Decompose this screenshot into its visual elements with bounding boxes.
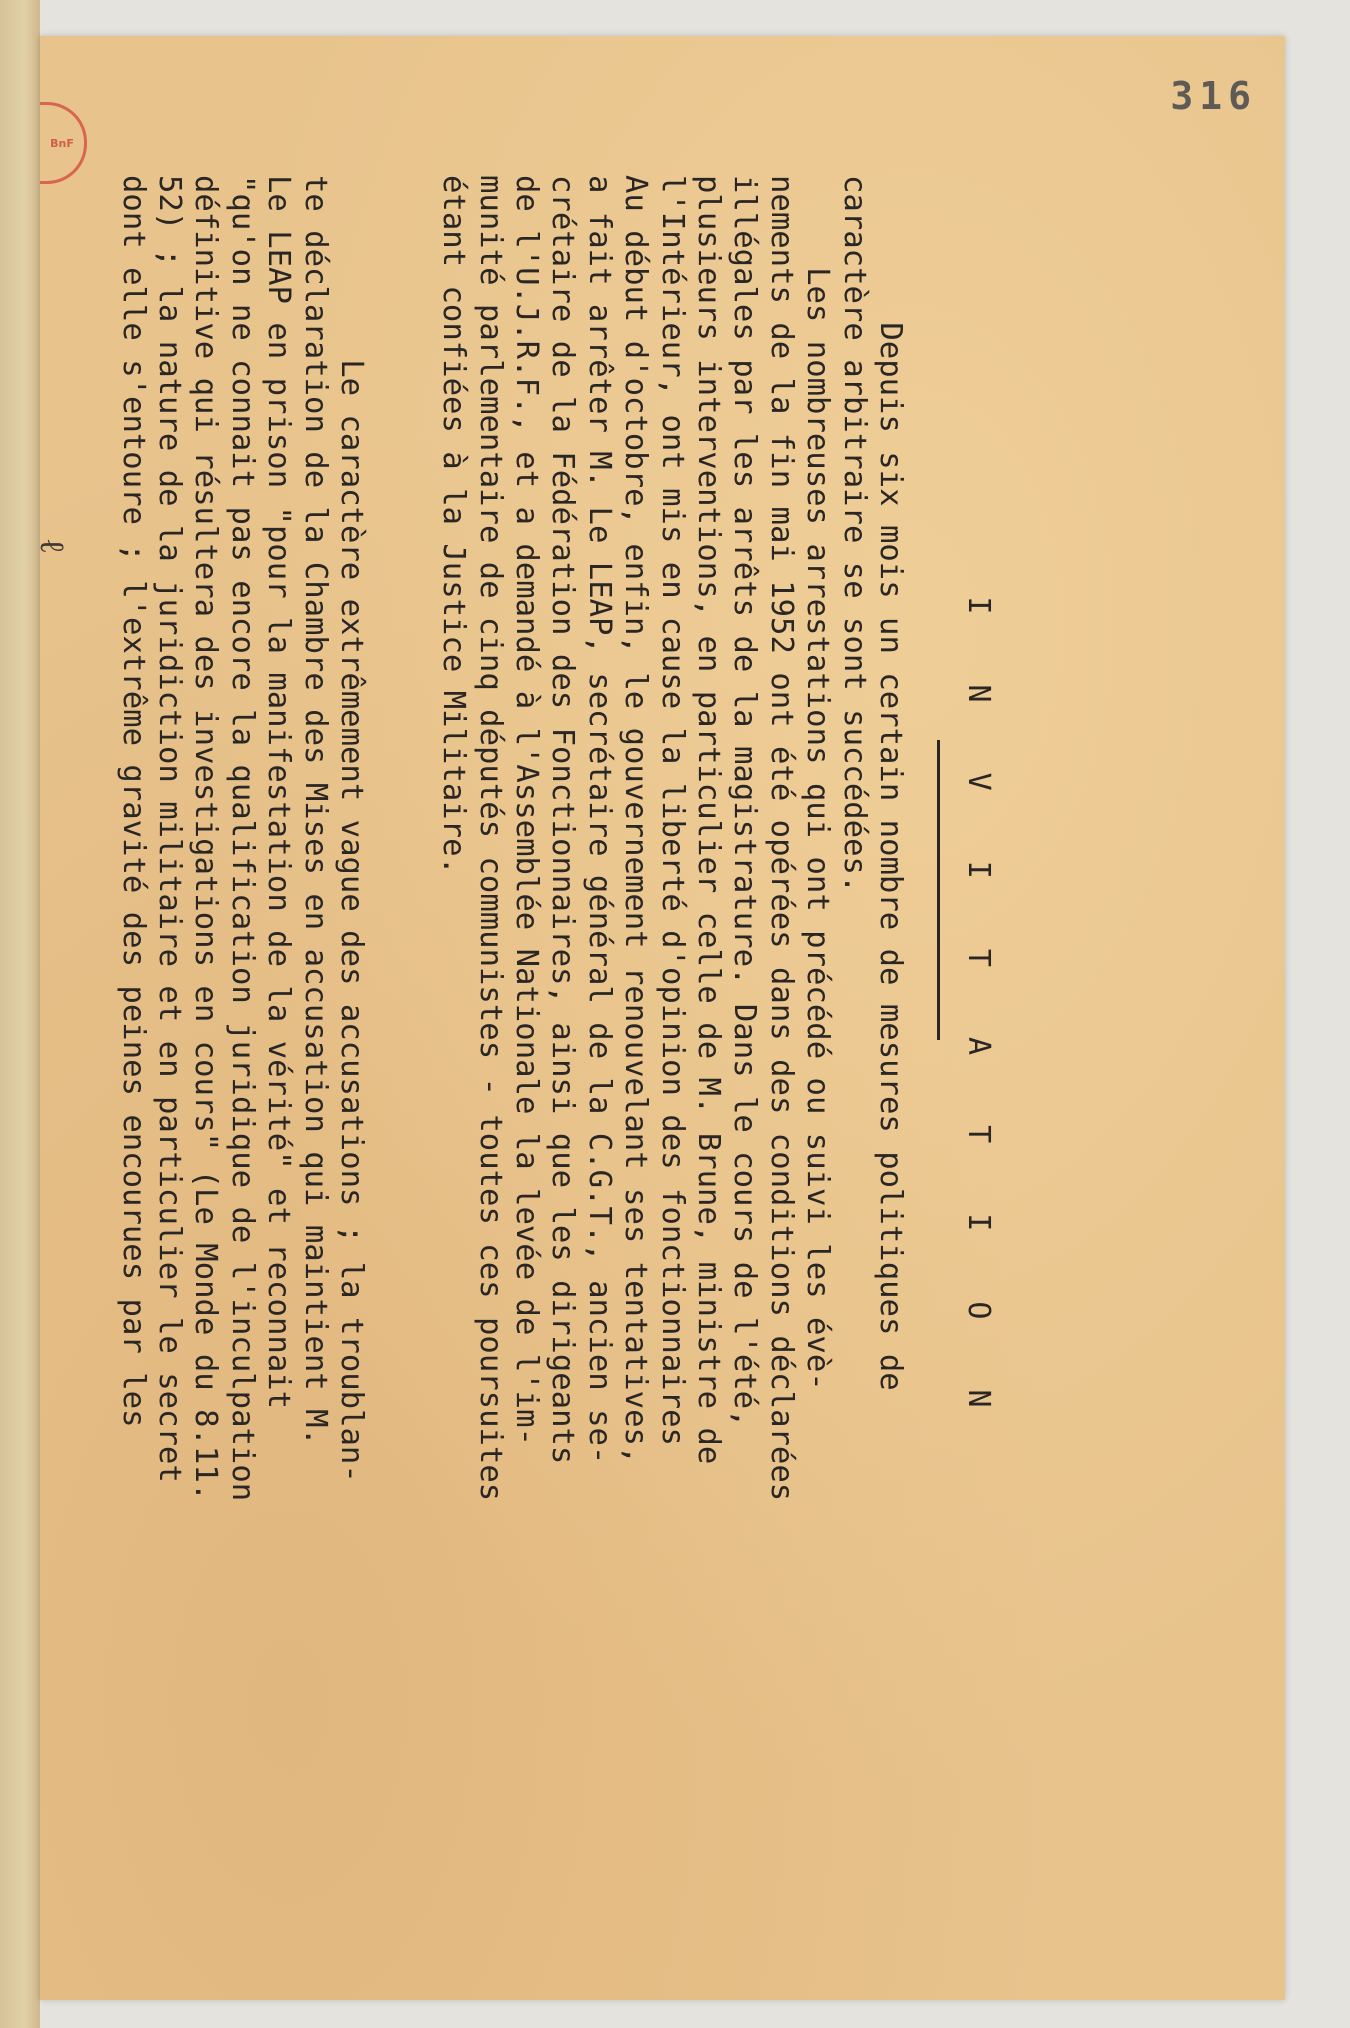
text-line: définitive qui résultera des investigations en cours" (Le Monde du 8.11. (188, 175, 224, 1502)
text-line: caractère arbitraire se sont succédées. (836, 175, 872, 894)
rotated-text-block (20, 175, 1000, 1855)
text-line: a fait arrêter M. Le LEAP, secrétaire général de la C.G.T., ancien se- (581, 175, 617, 1465)
text-line: Au début d'octobre, enfin, le gouvernement renouvelant ses tentatives, (618, 175, 654, 1465)
text-line: 52) ; la nature de la juridiction militaire et en particulier le secret (151, 175, 187, 1483)
text-line: Le caractère extrêmement vague des accusations ; la troublan- (333, 175, 369, 1483)
library-stamp: BnF (40, 102, 87, 184)
pencil-mark: ℓ (32, 537, 73, 555)
text-line: Les nombreuses arrestations qui ont précédé ou suivi les évè- (800, 175, 836, 1391)
text-line: plusieurs interventions, en particulier celle de M. Brune, ministre de (691, 175, 727, 1465)
text-line: l'Intérieur, ont mis en cause la liberté d'opinion des fonctionnaires (654, 175, 690, 1446)
text-line: étant confiées à la Justice Militaire. (436, 175, 472, 875)
paragraph-2 (114, 175, 369, 1855)
text-line: nements de la fin mai 1952 ont été opérées dans des conditions déclarées (763, 175, 799, 1502)
paragraph-gap (369, 175, 435, 1855)
text-line: crétaire de la Fédération des Fonctionnaires, ainsi que les dirigeants (545, 175, 581, 1465)
paragraph-1 (435, 175, 908, 1855)
text-line: Le LEAP en prison "pour la manifestation de la vérité" et reconnait (261, 175, 297, 1410)
text-line: Depuis six mois un certain nombre de mesures politiques de (873, 175, 908, 1391)
text-line: "qu'on ne connait pas encore la qualification juridique de l'inculpation (224, 175, 260, 1502)
body-text (114, 175, 908, 1855)
text-line: te déclaration de la Chambre des Mises en accusation qui maintient M. (297, 175, 333, 1446)
text-line: illégales par les arrêts de la magistrature. Dans le cours de l'été, (727, 175, 763, 1428)
title-underline (937, 740, 940, 1040)
text-line: de l'U.J.R.F., et a demandé à l'Assemblée Nationale la levée de l'im- (509, 175, 545, 1446)
document-title: I N V I T A T I O N (961, 596, 996, 1434)
text-line: dont elle s'entoure ; l'extrême gravité des peines encourues par les (115, 175, 151, 1428)
text-line: munité parlementaire de cinq députés communistes - toutes ces poursuites (472, 175, 508, 1502)
page-number: 316 (1170, 74, 1257, 118)
